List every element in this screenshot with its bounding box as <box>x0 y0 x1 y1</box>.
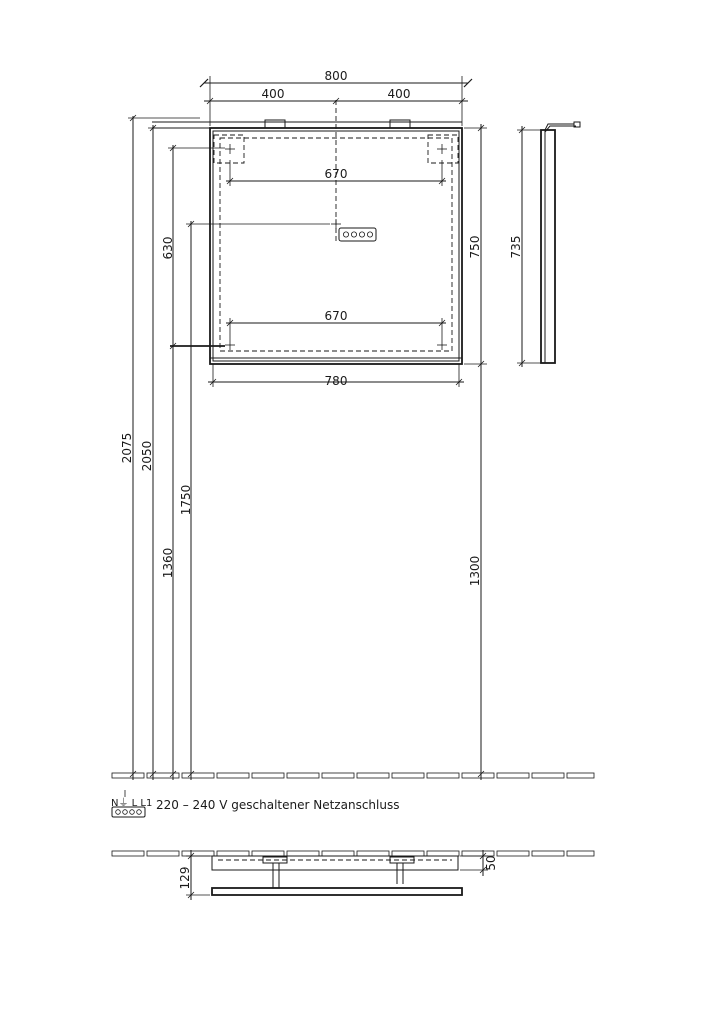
top-view <box>112 850 594 900</box>
dim-800-label: 800 <box>324 69 348 83</box>
lamp-head-left <box>265 120 285 128</box>
dim-750-label: 750 <box>468 235 482 259</box>
side-view <box>509 122 580 367</box>
dim-2075-label: 2075 <box>120 432 134 464</box>
legend-text: 220 – 240 V geschaltener Netzanschluss <box>156 798 400 812</box>
side-cabinet <box>541 130 555 363</box>
electrical-legend <box>111 790 399 817</box>
plan-cabinet-body <box>212 856 458 870</box>
dim-129-label: 129 <box>178 866 192 890</box>
dim-400-right-label: 400 <box>387 87 411 101</box>
lamp-head-right <box>390 120 410 128</box>
front-view <box>152 100 462 364</box>
vertical-dimensions-left <box>120 115 330 780</box>
dim-630-label: 630 <box>161 236 175 260</box>
dim-1300-label: 1300 <box>468 555 482 587</box>
mirror-cabinet-outline <box>210 128 462 364</box>
floor-line <box>112 773 594 778</box>
plan-light-profile <box>212 888 462 895</box>
vertical-dimensions-right <box>464 124 487 780</box>
dim-780-label: 780 <box>324 374 348 388</box>
dim-670-lower-label: 670 <box>324 309 348 323</box>
dim-2050-label: 2050 <box>140 440 154 472</box>
dim-50-label: 50 <box>484 855 498 871</box>
dim-1360-label: 1360 <box>161 547 175 579</box>
dim-670-upper-label: 670 <box>324 167 348 181</box>
dim-1750-label: 1750 <box>179 484 193 516</box>
terminal-block <box>339 228 376 241</box>
dim-735-label: 735 <box>509 235 523 259</box>
dim-400-left-label: 400 <box>261 87 285 101</box>
terminal-labels: N⏚ L L1 <box>111 798 153 809</box>
